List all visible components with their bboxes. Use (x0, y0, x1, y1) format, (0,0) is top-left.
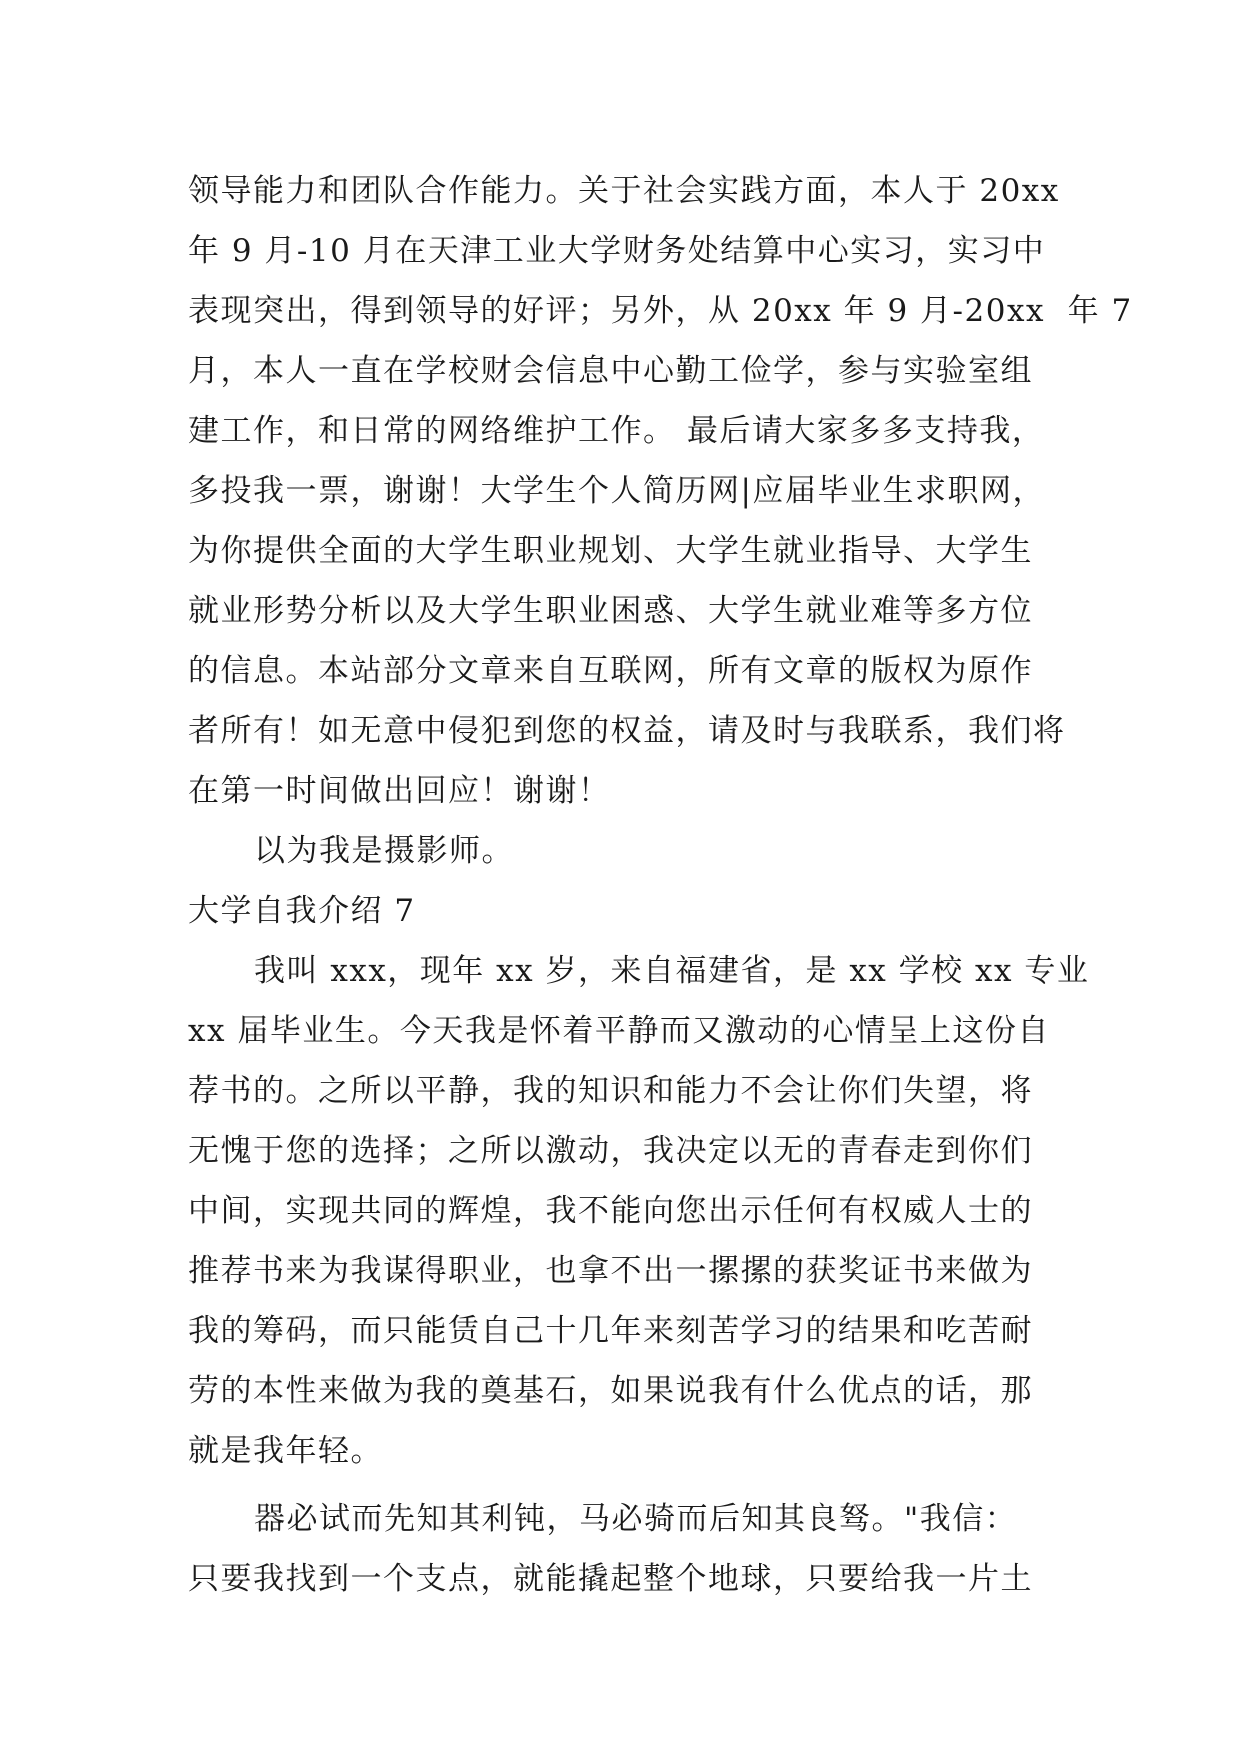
text-line: 者所有！如无意中侵犯到您的权益，请及时与我联系，我们将 (188, 713, 1066, 749)
text-line: 以为我是摄影师。 (254, 833, 514, 869)
text-line: 我叫 xxx，现年 xx 岁，来自福建省，是 xx 学校 xx 专业 (254, 953, 1090, 989)
paragraph-2 (188, 821, 1068, 881)
section-heading: 大学自我介绍 7 (188, 893, 416, 929)
text-line: xx 届毕业生。今天我是怀着平静而又激动的心情呈上这份自 (188, 1013, 1050, 1049)
text-line: 中间，实现共同的辉煌，我不能向您出示任何有权威人士的 (188, 1193, 1033, 1229)
text-line: 年 9 月-10 月在天津工业大学财务处结算中心实习，实习中 (188, 233, 1046, 269)
paragraph-4 (188, 1489, 1068, 1609)
text-line: 多投我一票，谢谢！大学生个人简历网|应届毕业生求职网， (188, 473, 1045, 509)
text-line: 就是我年轻。 (188, 1433, 383, 1469)
text-line: 表现突出，得到领导的好评；另外，从 20xx 年 9 月-20xx 年 7 (188, 293, 1133, 329)
text-line: 在第一时间做出回应！谢谢！ (188, 773, 611, 809)
text-line: 只要我找到一个支点，就能撬起整个地球，只要给我一片土 (188, 1561, 1033, 1597)
document-body (188, 161, 1133, 1609)
text-line: 无愧于您的选择；之所以激动，我决定以无的青春走到你们 (188, 1133, 1033, 1169)
paragraph-3 (188, 941, 1090, 1481)
text-line: 荐书的。之所以平静，我的知识和能力不会让你们失望，将 (188, 1073, 1033, 1109)
text-line: 的信息。本站部分文章来自互联网，所有文章的版权为原作 (188, 653, 1033, 689)
text-line: 建工作，和日常的网络维护工作。 最后请大家多多支持我， (188, 413, 1045, 449)
text-line: 推荐书来为我谋得职业，也拿不出一摞摞的获奖证书来做为 (188, 1253, 1033, 1289)
text-line: 就业形势分析以及大学生职业困惑、大学生就业难等多方位 (188, 593, 1033, 629)
text-line: 领导能力和团队合作能力。关于社会实践方面，本人于 20xx (188, 173, 1060, 209)
text-line: 我的筹码，而只能赁自己十几年来刻苦学习的结果和吃苦耐 (188, 1313, 1033, 1349)
paragraph-1 (188, 161, 1133, 821)
text-line: 劳的本性来做为我的奠基石，如果说我有什么优点的话，那 (188, 1373, 1033, 1409)
text-line: 月，本人一直在学校财会信息中心勤工俭学，参与实验室组 (188, 353, 1033, 389)
text-line: 器必试而先知其利钝，马必骑而后知其良驽。"我信： (254, 1501, 1018, 1537)
text-line: 为你提供全面的大学生职业规划、大学生就业指导、大学生 (188, 533, 1033, 569)
